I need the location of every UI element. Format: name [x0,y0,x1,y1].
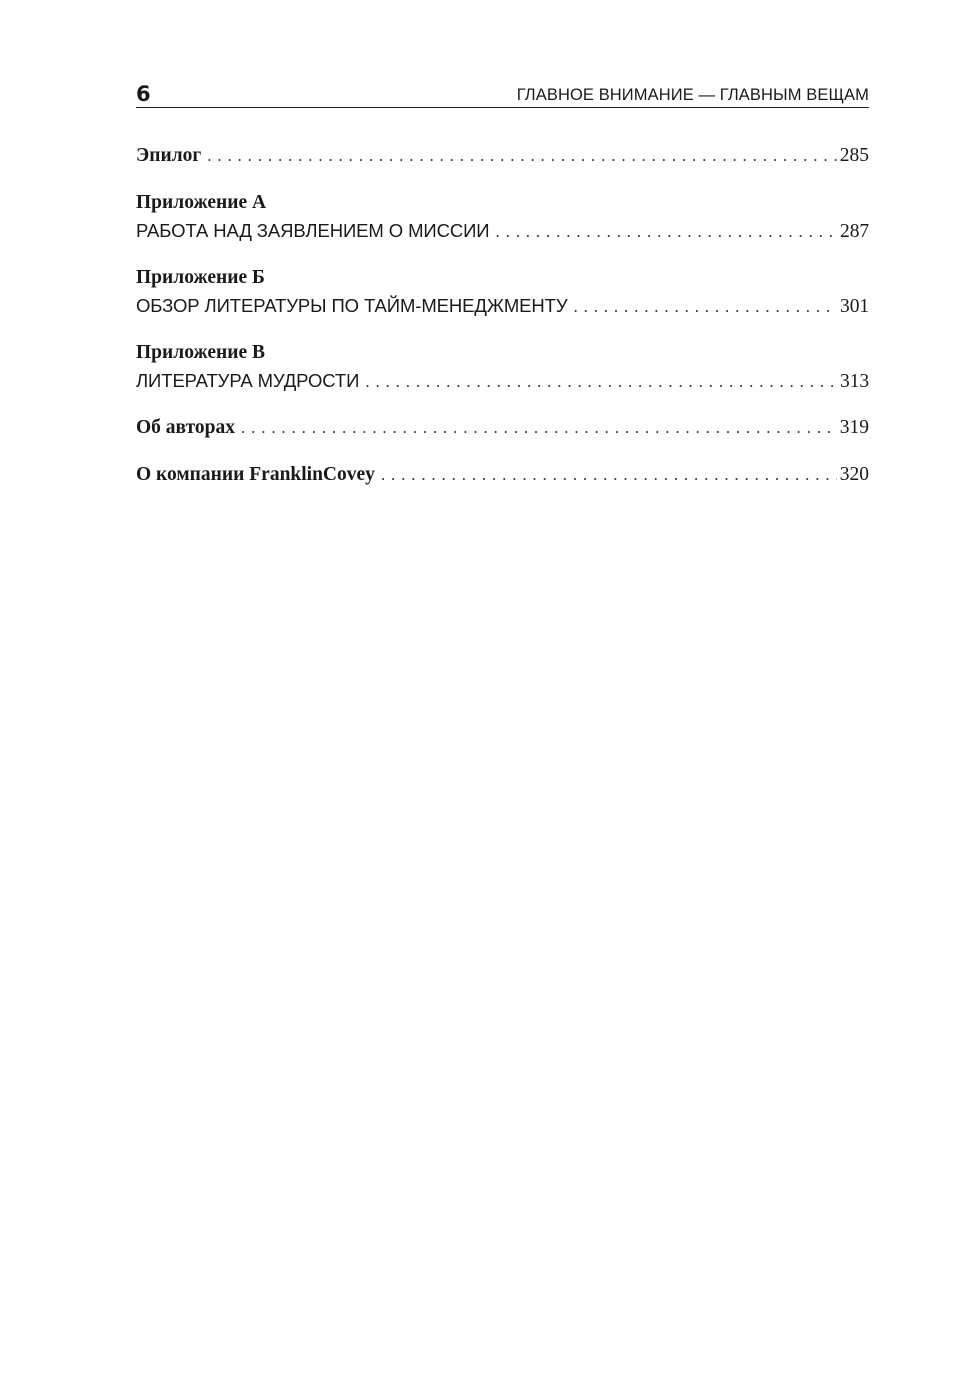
dot-leader [207,144,837,168]
page-header [136,80,869,108]
dot-leader [365,370,837,394]
toc-entry-title: ЛИТЕРАТУРА МУДРОСТИ [136,370,360,391]
toc-entry-appendix-c[interactable] [136,369,869,394]
toc-entry-about-authors[interactable] [136,416,869,440]
toc-entry-page: 285 [839,145,869,166]
toc-entry-page: 313 [840,371,869,392]
page-number: 6 [136,82,151,106]
toc-entry-appendix-a[interactable] [136,219,869,244]
toc-entry-page: 301 [840,296,869,317]
toc-entry-epilogue[interactable] [136,144,869,168]
toc-entry-page: 287 [840,221,869,242]
toc-entry-appendix-b[interactable] [136,294,869,319]
dot-leader [381,463,837,487]
toc-entry-about-company[interactable] [136,463,869,487]
toc-entry-title: О компании FranklinCovey [136,464,375,485]
toc-entry-title: ОБЗОР ЛИТЕРАТУРЫ ПО ТАЙМ-МЕНЕДЖМЕНТУ [136,295,568,316]
toc-entry-page: 319 [839,417,869,438]
toc-heading-appendix-a: Приложение А [136,192,267,213]
dot-leader [496,220,838,244]
dot-leader [241,416,837,440]
dot-leader [574,295,838,319]
toc-entry-title: Эпилог [136,145,202,166]
toc-entry-title: РАБОТА НАД ЗАЯВЛЕНИЕМ О МИССИИ [136,220,490,241]
toc-entry-title: Об авторах [136,417,236,438]
toc-heading-appendix-c: Приложение В [136,342,265,363]
running-title: ГЛАВНОЕ ВНИМАНИЕ — ГЛАВНЫМ ВЕЩАМ [516,86,869,104]
toc-entry-page: 320 [839,464,869,485]
toc-heading-appendix-b: Приложение Б [136,267,265,288]
